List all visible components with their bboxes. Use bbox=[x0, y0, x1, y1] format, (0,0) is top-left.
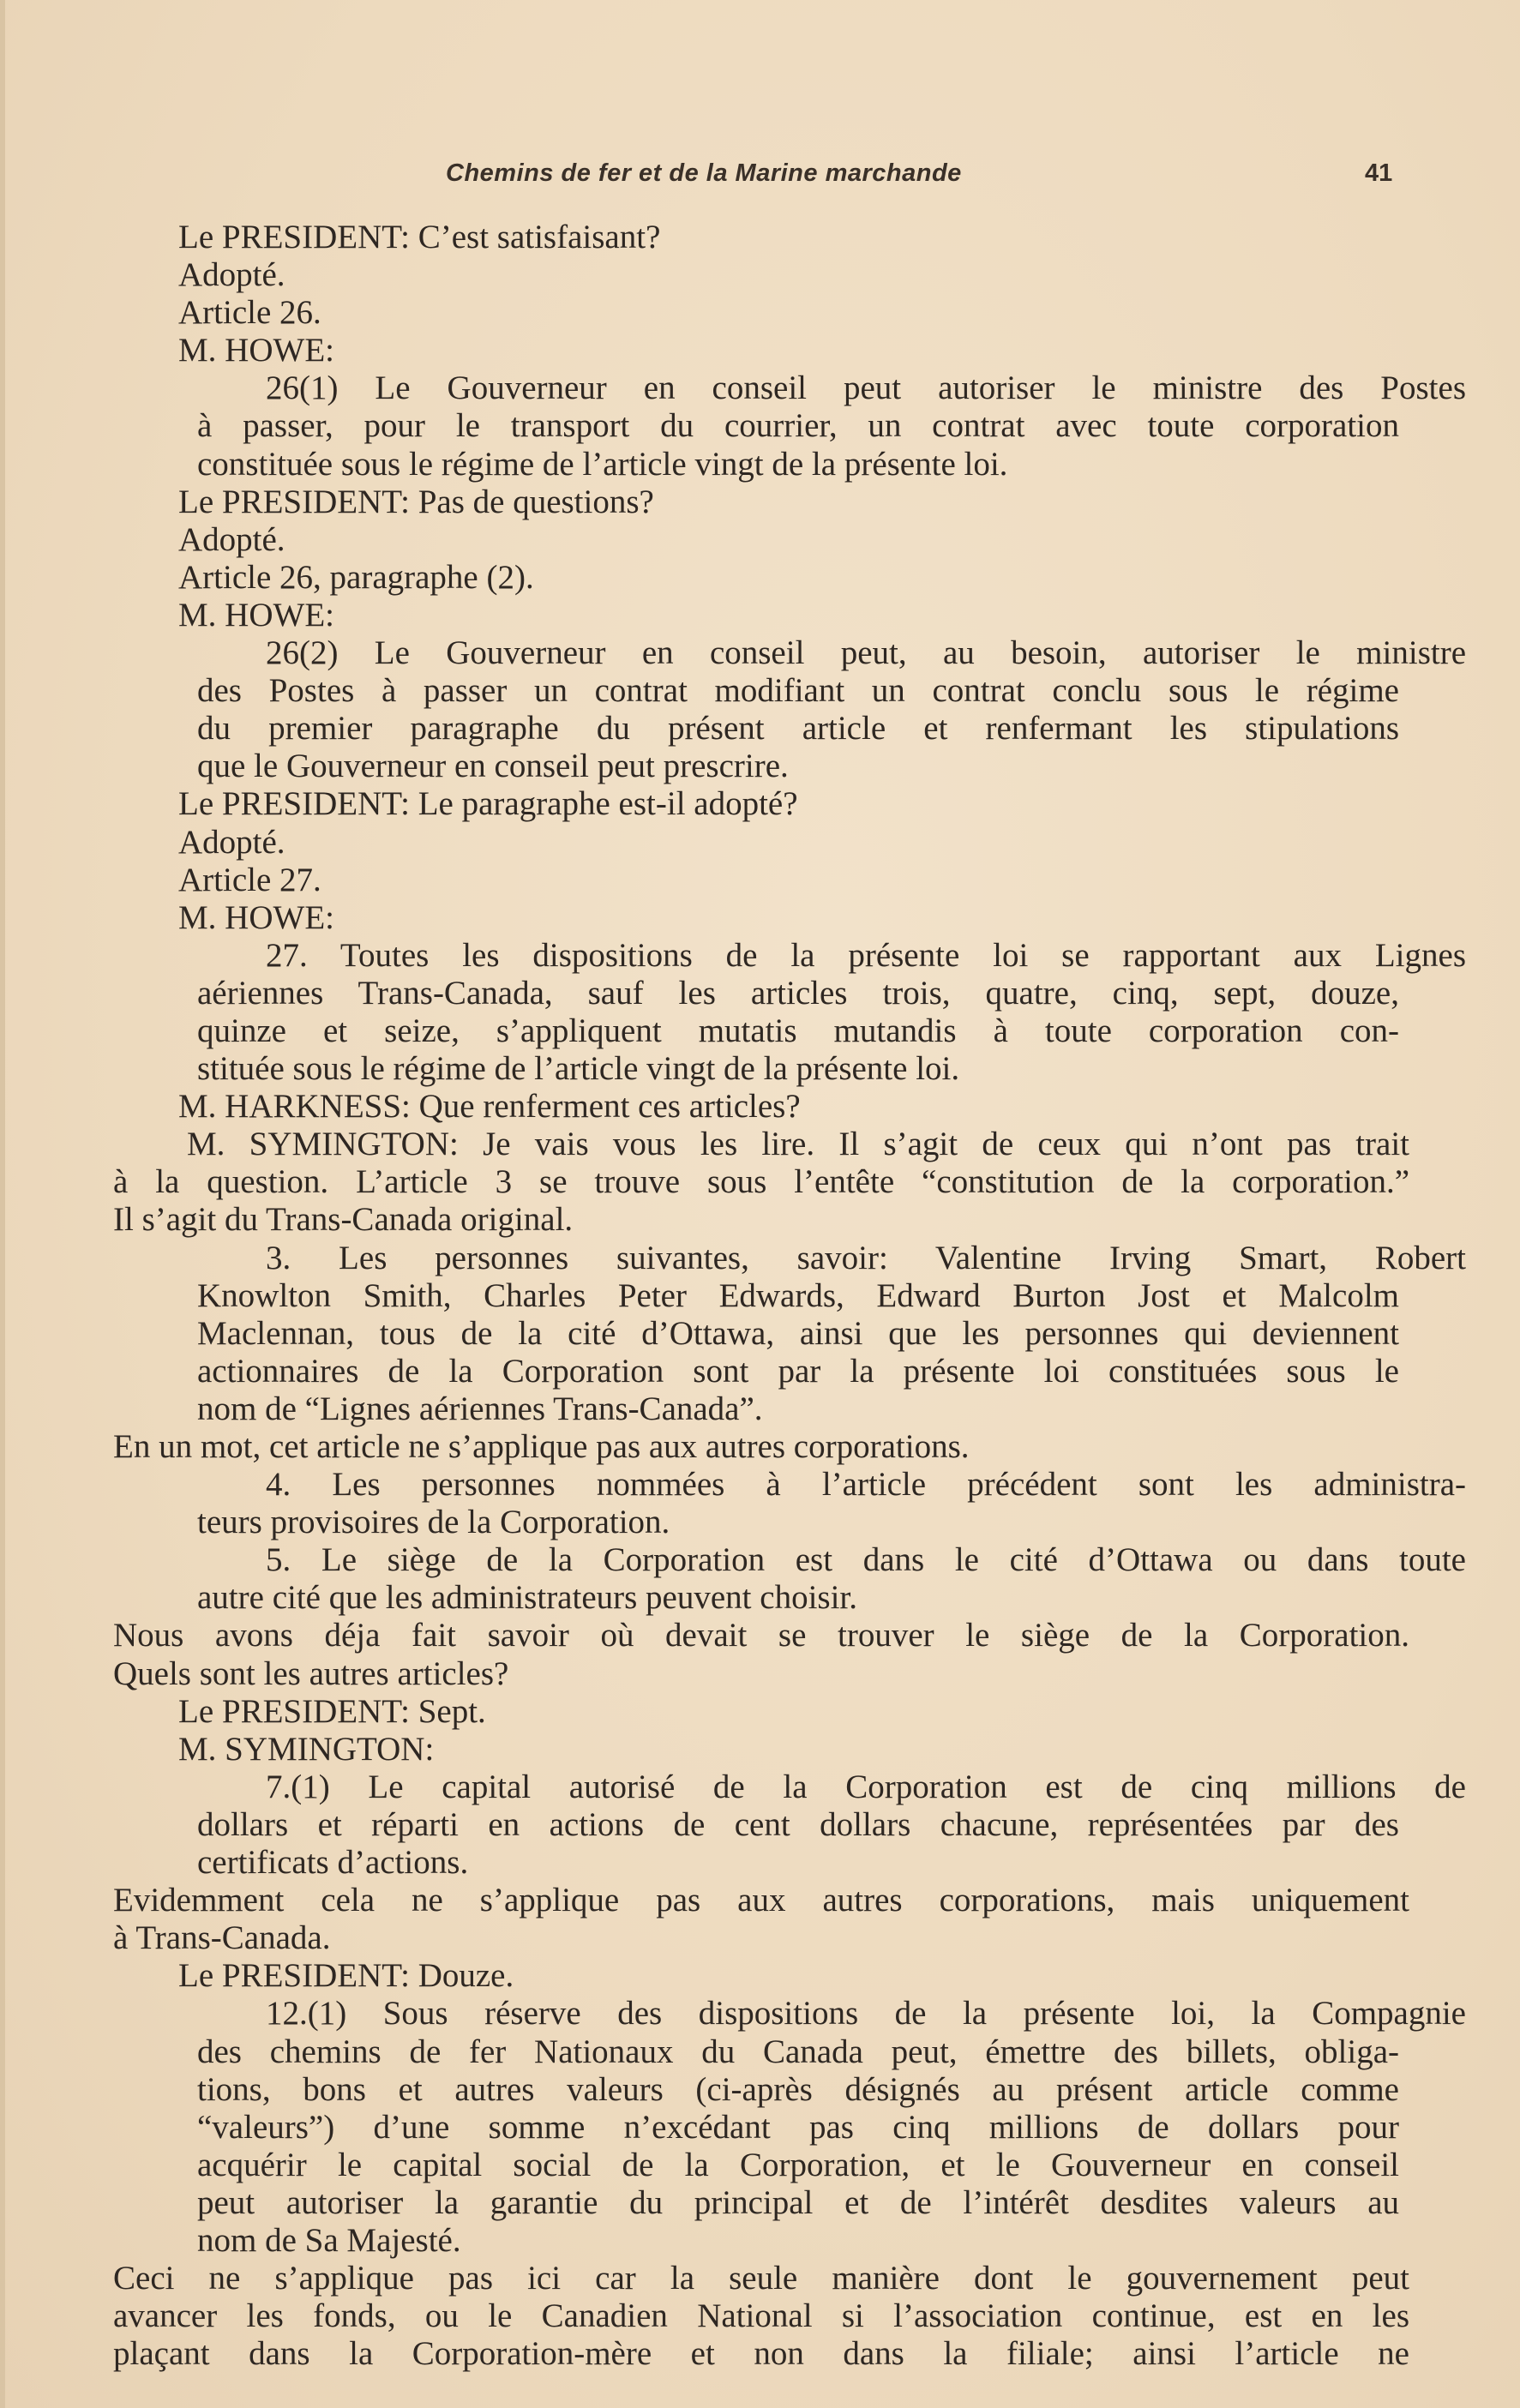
text-line: “valeurs”) d’une somme n’excédant pas cinq millions de dollars pour bbox=[197, 2108, 1399, 2146]
text-line: Le PRESIDENT: Le paragraphe est-il adopté? bbox=[178, 785, 798, 823]
text-line: actionnaires de la Corporation sont par la présente loi constituées sous le bbox=[197, 1352, 1399, 1390]
text-line: M. HOWE: bbox=[178, 596, 334, 634]
text-line: M. HARKNESS: Que renferment ces articles? bbox=[178, 1088, 801, 1126]
text-line: Maclennan, tous de la cité d’Ottawa, ainsi que les personnes qui deviennent bbox=[197, 1314, 1399, 1352]
text-line: Adopté. bbox=[178, 520, 285, 558]
text-line: Le PRESIDENT: Douze. bbox=[178, 1957, 514, 1995]
text-line: 27. Toutes les dispositions de la présente loi se rapportant aux Lignes bbox=[266, 936, 1466, 974]
text-line: Article 26. bbox=[178, 294, 321, 332]
text-line: Knowlton Smith, Charles Peter Edwards, Edward Burton Jost et Malcolm bbox=[197, 1276, 1399, 1314]
text-line: teurs provisoires de la Corporation. bbox=[197, 1504, 670, 1541]
text-line: dollars et réparti en actions de cent dollars chacune, représentées par des bbox=[197, 1805, 1399, 1843]
text-line: avancer les fonds, ou le Canadien National si l’association continue, est en les bbox=[113, 2297, 1409, 2335]
text-line: autre cité que les administrateurs peuvent choisir. bbox=[197, 1579, 858, 1617]
text-line: Article 27. bbox=[178, 861, 321, 898]
text-line: 7.(1) Le capital autorisé de la Corporation est de cinq millions de bbox=[266, 1768, 1466, 1805]
text-line: que le Gouverneur en conseil peut prescrire. bbox=[197, 748, 789, 785]
text-line: En un mot, cet article ne s’applique pas aux autres corporations. bbox=[113, 1428, 970, 1465]
text-line: nom de Sa Majesté. bbox=[197, 2221, 461, 2259]
text-line: Il s’agit du Trans-Canada original. bbox=[113, 1201, 574, 1239]
running-head bbox=[0, 159, 1520, 194]
text-line: aériennes Trans-Canada, sauf les articles trois, quatre, cinq, sept, douze, bbox=[197, 974, 1399, 1012]
text-line: quinze et seize, s’appliquent mutatis mutandis à toute corporation con- bbox=[197, 1012, 1399, 1049]
text-line: nom de “Lignes aériennes Trans-Canada”. bbox=[197, 1390, 763, 1427]
text-line: Ceci ne s’applique pas ici car la seule manière dont le gouvernement peut bbox=[113, 2260, 1409, 2297]
text-line: des Postes à passer un contrat modifiant un contrat conclu sous le régime bbox=[197, 672, 1399, 710]
text-line: Nous avons déja fait savoir où devait se trouver le siège de la Corporation. bbox=[113, 1617, 1409, 1654]
text-line: Adopté. bbox=[178, 823, 285, 861]
text-line: Le PRESIDENT: Pas de questions? bbox=[178, 483, 654, 520]
text-line: 3. Les personnes suivantes, savoir: Valentine Irving Smart, Robert bbox=[266, 1239, 1466, 1276]
text-line: des chemins de fer Nationaux du Canada peut, émettre des billets, obliga- bbox=[197, 2033, 1399, 2070]
text-line: à la question. L’article 3 se trouve sous l’entête “constitution de la corporation.” bbox=[113, 1163, 1409, 1201]
text-line: du premier paragraphe du présent article et renfermant les stipulations bbox=[197, 710, 1399, 748]
text-line: Adopté. bbox=[178, 256, 285, 294]
page-number: 41 bbox=[1365, 159, 1393, 187]
text-line: acquérir le capital social de la Corporation, et le Gouverneur en conseil bbox=[197, 2146, 1399, 2183]
text-line: Quels sont les autres articles? bbox=[113, 1654, 509, 1692]
text-line: stituée sous le régime de l’article vingt de la présente loi. bbox=[197, 1050, 960, 1088]
text-line: certificats d’actions. bbox=[197, 1844, 469, 1882]
text-line: Le PRESIDENT: C’est satisfaisant? bbox=[178, 219, 661, 255]
text-line: 12.(1) Sous réserve des dispositions de la présente loi, la Compagnie bbox=[266, 1995, 1466, 2033]
text-line: M. SYMINGTON: Je vais vous les lire. Il s’agit de ceux qui n’ont pas trait bbox=[187, 1126, 1409, 1163]
text-line: constituée sous le régime de l’article vingt de la présente loi. bbox=[197, 445, 1008, 483]
running-head-title: Chemins de fer et de la Marine marchande bbox=[446, 159, 962, 187]
text-line: Le PRESIDENT: Sept. bbox=[178, 1692, 486, 1730]
text-line: à passer, pour le transport du courrier, un contrat avec toute corporation bbox=[197, 407, 1399, 445]
text-line: M. HOWE: bbox=[178, 898, 334, 936]
text-line: 26(1) Le Gouverneur en conseil peut autoriser le ministre des Postes bbox=[266, 369, 1466, 407]
text-line: peut autoriser la garantie du principal et de l’intérêt desdites valeurs au bbox=[197, 2183, 1399, 2221]
text-line: tions, bons et autres valeurs (ci-après désignés au présent article comme bbox=[197, 2070, 1399, 2108]
text-line: 4. Les personnes nommées à l’article précédent sont les administra- bbox=[266, 1466, 1466, 1504]
text-line: 5. Le siège de la Corporation est dans le cité d’Ottawa ou dans toute bbox=[266, 1541, 1466, 1579]
transcript-body bbox=[0, 219, 1520, 2373]
text-line: M. HOWE: bbox=[178, 332, 334, 369]
text-line: Evidemment cela ne s’applique pas aux autres corporations, mais uniquement bbox=[113, 1882, 1409, 1919]
text-line: plaçant dans la Corporation-mère et non dans la filiale; ainsi l’article ne bbox=[113, 2335, 1409, 2373]
text-line: Article 26, paragraphe (2). bbox=[178, 558, 534, 596]
text-line: 26(2) Le Gouverneur en conseil peut, au besoin, autoriser le ministre bbox=[266, 634, 1466, 672]
text-line: à Trans-Canada. bbox=[113, 1919, 331, 1957]
text-line: M. SYMINGTON: bbox=[178, 1730, 435, 1768]
